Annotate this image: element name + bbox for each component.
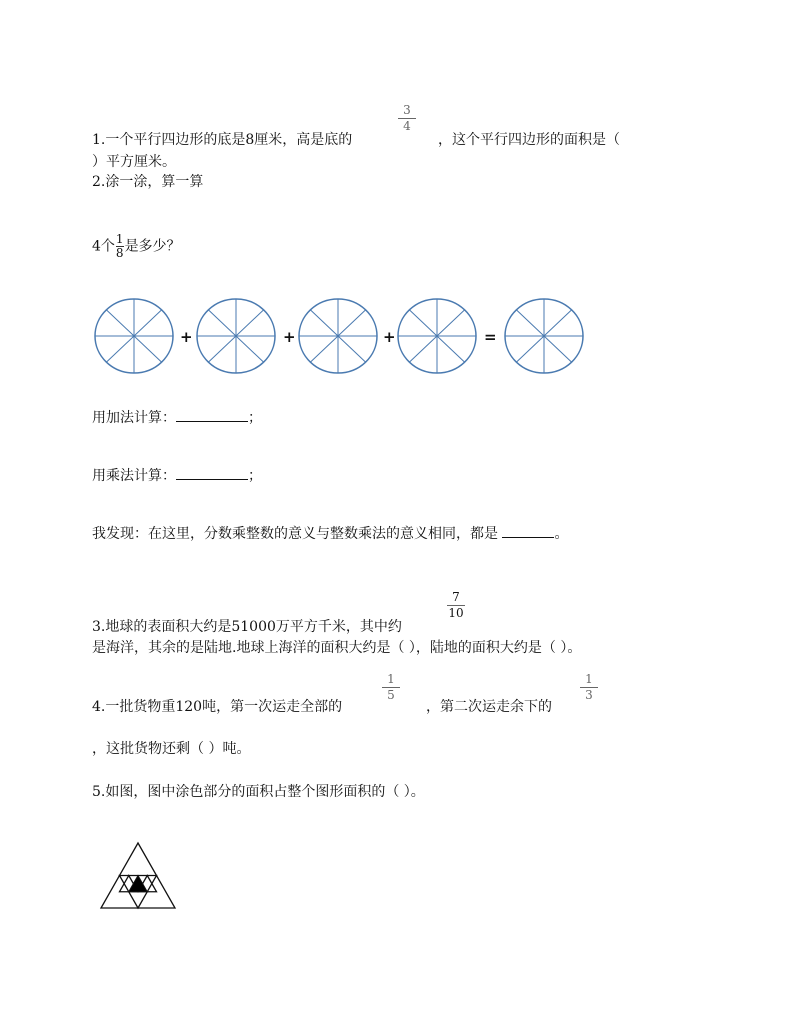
- q2-prompt-post: 是多少？: [124, 238, 181, 255]
- q4-fraction-2-denominator: 3: [585, 688, 593, 702]
- addition-semicolon: ；: [248, 410, 262, 426]
- plus-operator-3: +: [383, 328, 396, 346]
- q3-line2: 是海洋，其余的是陆地.地球上海洋的面积大约是（ ），陆地的面积大约是（ ）。: [92, 640, 582, 656]
- q1-line1-b: ，这个平行四边形的面积是（: [438, 132, 620, 148]
- q5-text: 5.如图，图中涂色部分的面积占整个图形面积的（ ）。: [92, 784, 425, 800]
- shaded-triangle: [129, 876, 148, 892]
- q4-line1-a: 4.一批货物重120吨，第一次运走全部的: [92, 699, 343, 715]
- plus-operator-1: +: [180, 328, 193, 346]
- multiplication-semicolon: ；: [248, 468, 262, 484]
- discovery-text: 我发现：在这里，分数乘整数的意义与整数乘法的意义相同，都是: [92, 526, 498, 542]
- plus-operator-2: +: [283, 328, 296, 346]
- q2-fraction-numerator: 1: [115, 232, 124, 246]
- q2-fraction-denominator: 8: [115, 246, 124, 260]
- q1-fraction-denominator: 4: [403, 119, 411, 133]
- q2-prompt-pre: 4个: [92, 238, 115, 255]
- q4-line2: ，这批货物还剩（ ）吨。: [92, 741, 251, 757]
- discovery-period: 。: [554, 526, 569, 542]
- q4-fraction-2-numerator: 1: [585, 672, 593, 686]
- q1-line1-a: 1.一个平行四边形的底是8厘米，高是底的: [92, 132, 353, 148]
- q4-fraction-1-numerator: 1: [387, 672, 395, 686]
- q3-fraction-denominator: 10: [448, 606, 464, 620]
- q1-line2: ）平方厘米。: [92, 154, 176, 170]
- q4-fraction-1-denominator: 5: [387, 688, 395, 702]
- q3-fraction-numerator: 7: [452, 590, 460, 604]
- q4-line1-b: ，第二次运走余下的: [426, 699, 552, 715]
- q2-title: 2.涂一涂，算一算: [92, 174, 204, 190]
- q1-fraction-numerator: 3: [403, 103, 411, 117]
- equals-operator: =: [484, 328, 497, 346]
- addition-label: 用加法计算：: [92, 410, 176, 426]
- q3-line1: 3.地球的表面积大约是51000万平方千米，其中约: [92, 619, 402, 635]
- multiplication-label: 用乘法计算：: [92, 468, 176, 484]
